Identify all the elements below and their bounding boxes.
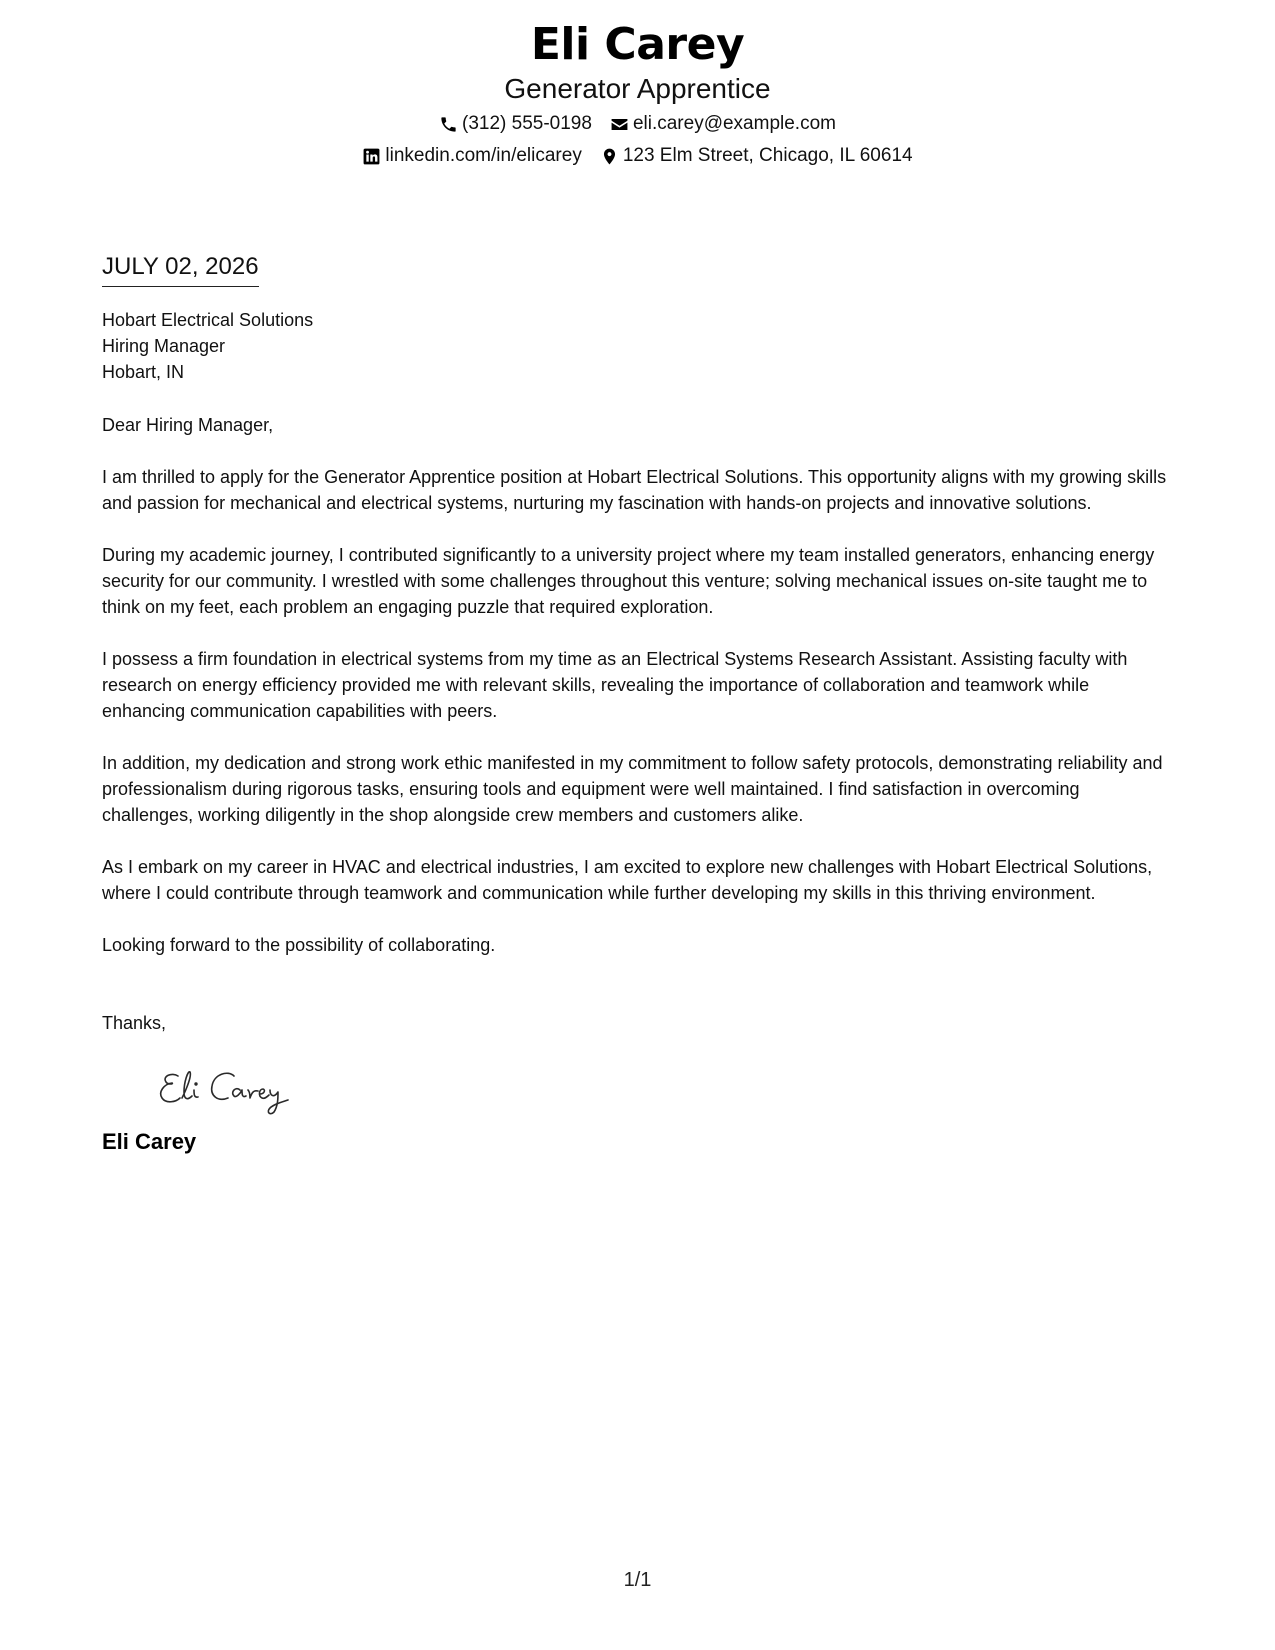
paragraph-5: As I embark on my career in HVAC and electrical industries, I am excited to explore new challenges with Hobart Electrical Solutions, where I could contribute through teamwork and communication while further developing my skills in this thriving environment. <box>102 857 1153 903</box>
closing-line: Looking forward to the possibility of collaborating. <box>102 935 496 955</box>
signer-name: Eli Carey <box>102 1129 197 1154</box>
recipient-title: Hiring Manager <box>102 336 226 356</box>
signoff: Thanks, <box>102 1013 167 1033</box>
address-text: 123 Elm Street, Chicago, IL 60614 <box>622 145 913 166</box>
signature-graphic <box>154 1062 314 1118</box>
paragraph-1: I am thrilled to apply for the Generator Apprentice position at Hobart Electrical Solutions. This opportunity aligns with my growing skills and passion for mechanical and electrical systems, nurturing my fascination with hands-on projects and innovative solutions. <box>102 467 1167 513</box>
linkedin-icon <box>362 147 381 166</box>
linkedin-text[interactable]: linkedin.com/in/elicarey <box>385 145 582 166</box>
paragraph-3: I possess a firm foundation in electrical systems from my time as an Electrical Systems Research Assistant. Assisting faculty with research on energy efficiency provided me with relevant skills, revealing the importance of collaboration and teamwork while enhancing communication capabilities with peers. <box>102 649 1128 721</box>
paragraph-4: In addition, my dedication and strong work ethic manifested in my commitment to follow safety protocols, demonstrating reliability and professionalism during rigorous tasks, ensuring tools and equipment were well maintained. I find satisfaction in overcoming challenges, working diligently in the shop alongside crew members and customers alike. <box>102 753 1163 825</box>
map-pin-icon <box>600 147 619 166</box>
recipient-company: Hobart Electrical Solutions <box>102 310 314 330</box>
contact-email <box>610 112 836 136</box>
contact-linkedin <box>362 144 581 168</box>
phone-icon <box>439 115 458 134</box>
handwritten-signature <box>154 1062 1174 1118</box>
letter-body <box>102 252 1174 1156</box>
letter-header <box>0 18 1275 168</box>
recipient-location: Hobart, IN <box>102 362 185 382</box>
paragraph-2: During my academic journey, I contributed significantly to a university project where my team installed generators, enhancing energy security for our community. I wrestled with some challenges throughout this venture; solving mechanical issues on-site taught me to think on my feet, each problem an engaging puzzle that required exploration. <box>102 545 1155 617</box>
applicant-role: Generator Apprentice <box>504 73 771 104</box>
contact-line-primary <box>0 112 1275 136</box>
page-number: 1/1 <box>623 1569 652 1591</box>
contact-phone <box>439 112 592 136</box>
letter-date: JULY 02, 2026 <box>102 252 259 287</box>
email-text[interactable]: eli.carey@example.com <box>632 113 836 134</box>
recipient-block <box>102 307 1174 385</box>
contact-address <box>600 144 913 168</box>
salutation: Dear Hiring Manager, <box>102 415 274 435</box>
contact-line-secondary <box>0 144 1275 168</box>
phone-text[interactable]: (312) 555-0198 <box>462 113 592 134</box>
envelope-icon <box>610 115 629 134</box>
applicant-name: Eli Carey <box>530 19 745 70</box>
